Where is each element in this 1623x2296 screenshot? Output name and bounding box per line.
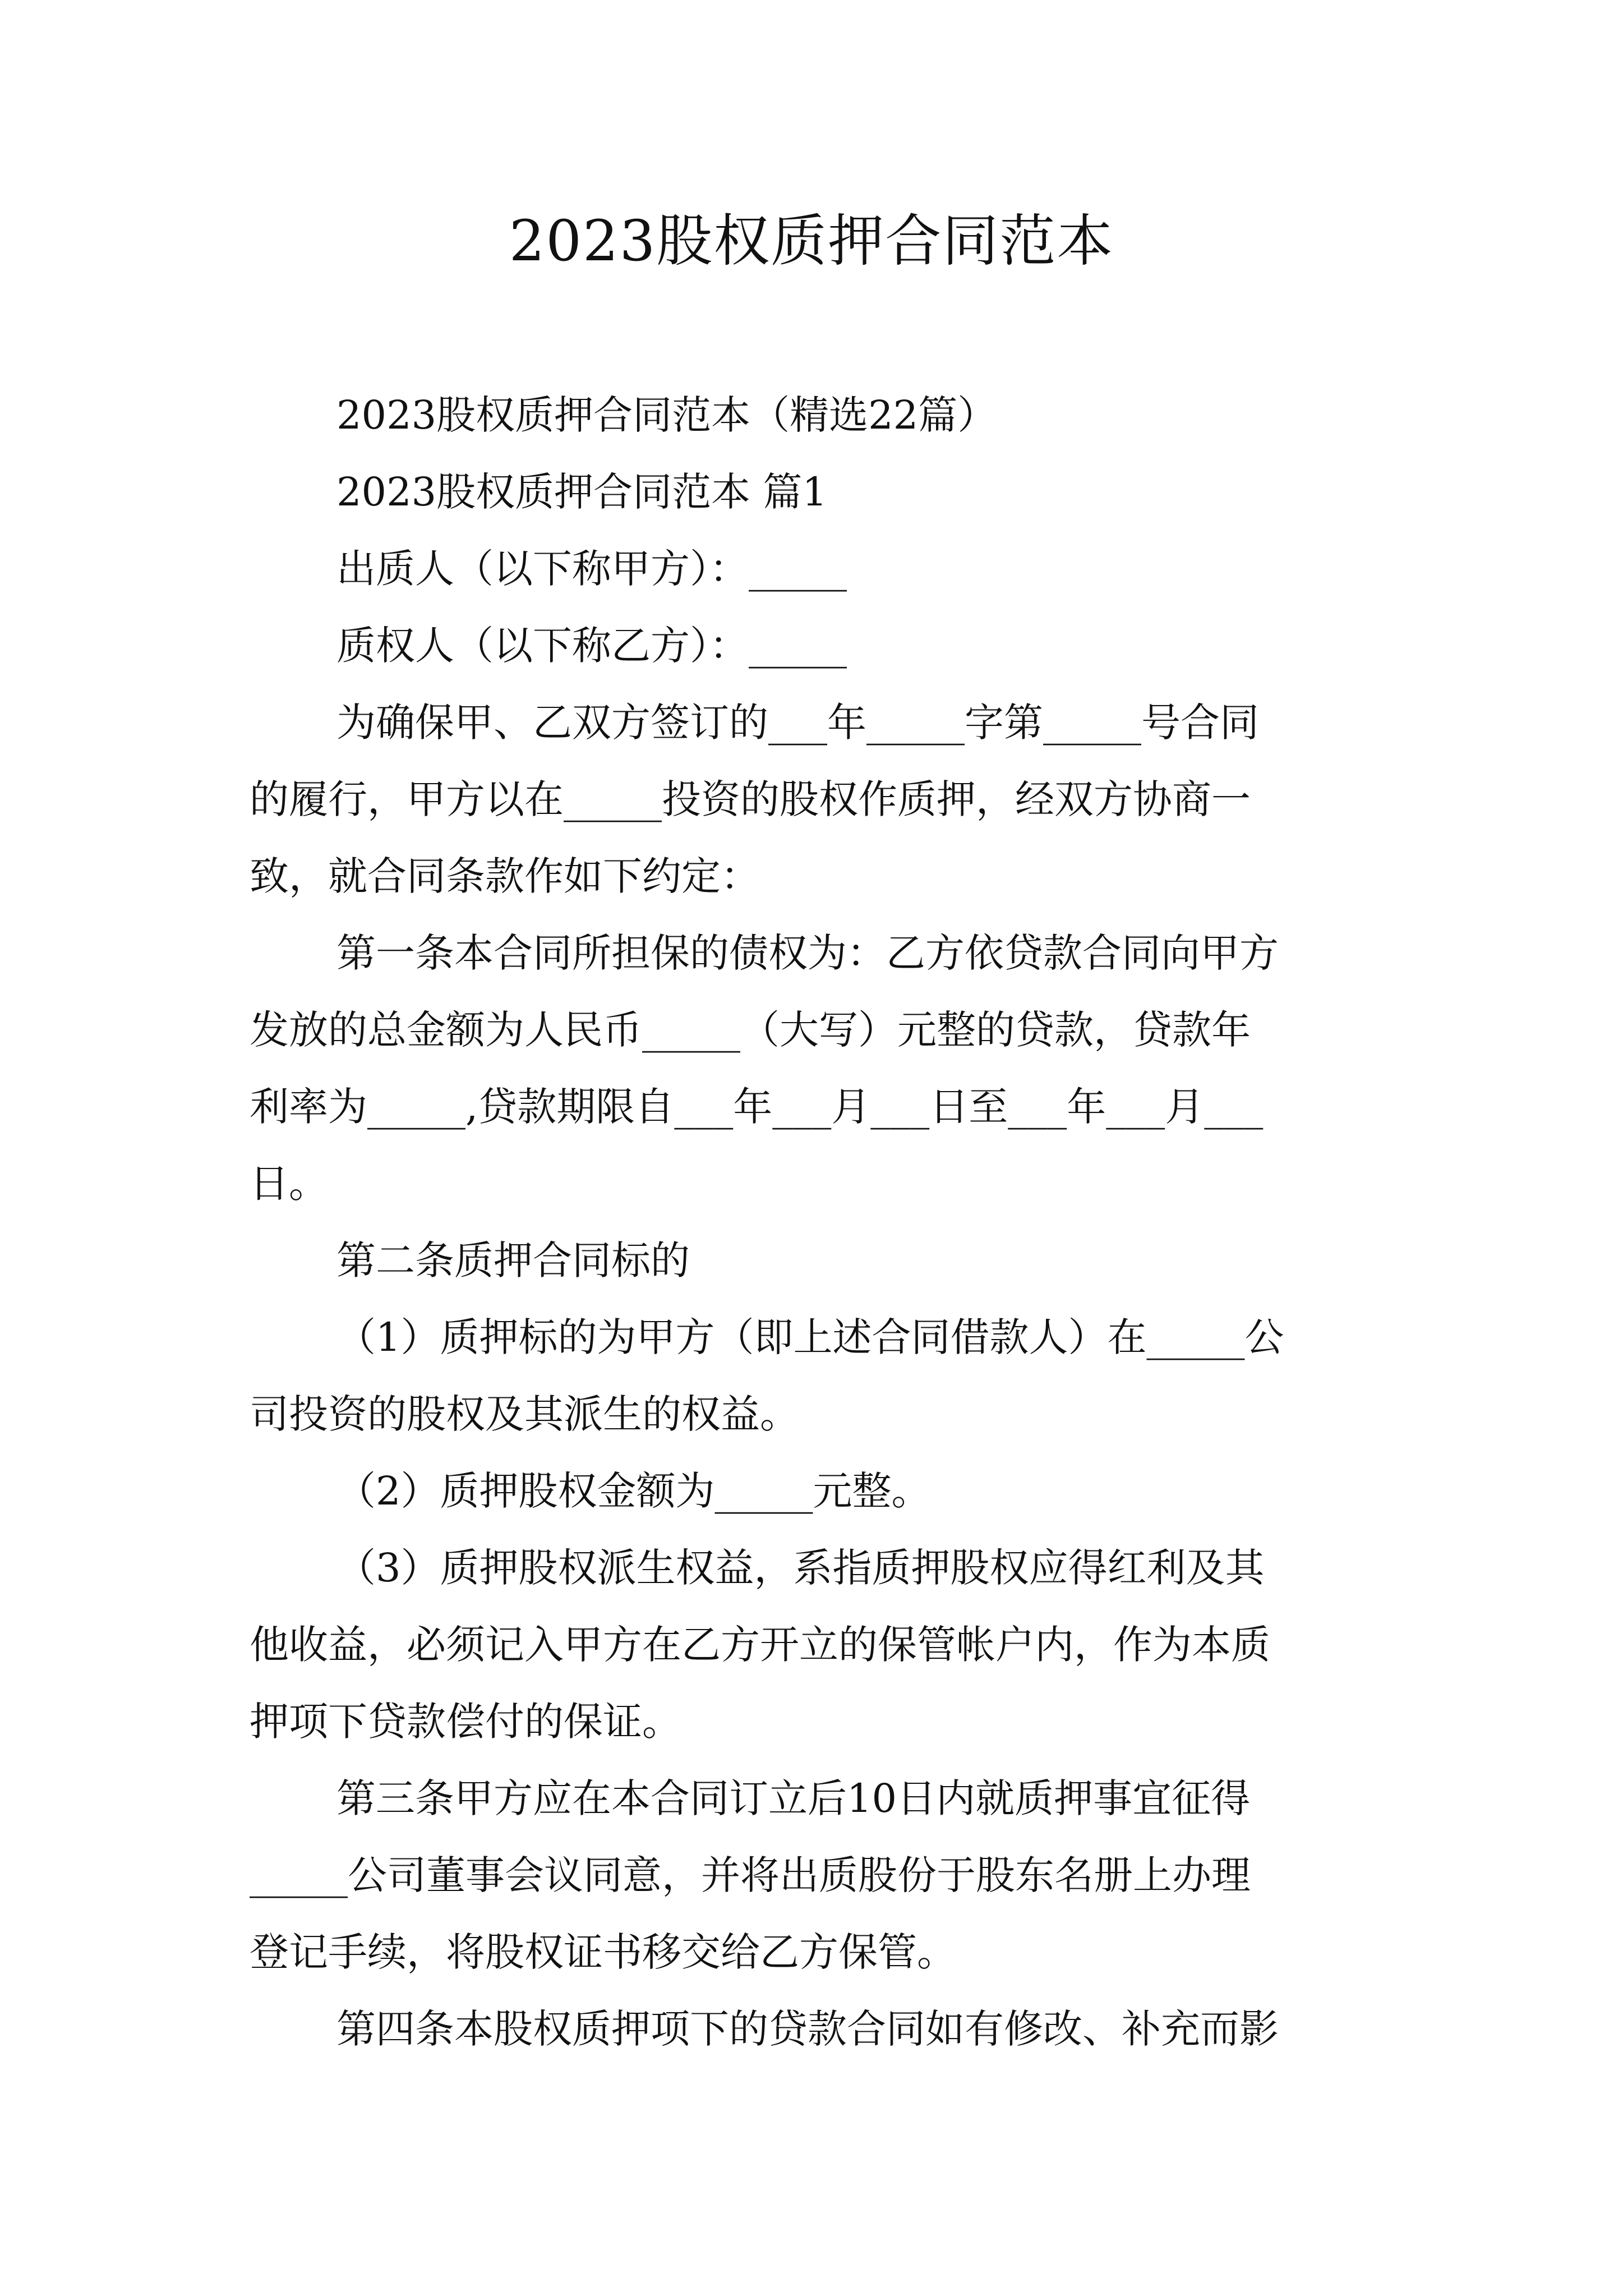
paragraph-line: 利率为_____,贷款期限自___年___月___日至___年___月___ xyxy=(250,1084,1264,1130)
article-3-line: 第三条甲方应在本合同订立后10日内就质押事宜征得 xyxy=(336,1775,1251,1821)
paragraph-line: 司投资的股权及其派生的权益。 xyxy=(250,1391,799,1437)
paragraph-line: 的履行，甲方以在_____投资的股权作质押，经双方协商一 xyxy=(250,776,1251,822)
paragraph-line: 日。 xyxy=(250,1161,328,1207)
section-heading: 2023股权质押合同范本 篇1 xyxy=(336,469,827,515)
document-subtitle: 2023股权质押合同范本（精选22篇） xyxy=(336,392,997,438)
article-1-line: 第一条本合同所担保的债权为：乙方依贷款合同向甲方 xyxy=(336,930,1279,976)
pledgee-line: 质权人（以下称乙方）：_____ xyxy=(336,623,847,669)
paragraph-line: 登记手续，将股权证书移交给乙方保管。 xyxy=(250,1929,956,1975)
paragraph-line: 发放的总金额为人民币_____（大写）元整的贷款，贷款年 xyxy=(250,1007,1251,1053)
paragraph-line: 为确保甲、乙双方签订的___年_____字第_____号合同 xyxy=(336,700,1259,746)
paragraph-line: 致，就合同条款作如下约定： xyxy=(250,853,760,899)
article-2-heading: 第二条质押合同标的 xyxy=(336,1237,690,1283)
item-1-line: （1）质押标的为甲方（即上述合同借款人）在_____公 xyxy=(336,1314,1284,1360)
paragraph-line: 他收益，必须记入甲方在乙方开立的保管帐户内，作为本质 xyxy=(250,1622,1270,1668)
pledgor-line: 出质人（以下称甲方）：_____ xyxy=(336,546,847,592)
article-4-line: 第四条本股权质押项下的贷款合同如有修改、补充而影 xyxy=(336,2006,1279,2052)
paragraph-line: _____公司董事会议同意，并将出质股份于股东名册上办理 xyxy=(250,1852,1251,1898)
item-2-line: （2）质押股权金额为_____元整。 xyxy=(336,1468,931,1514)
item-3-line: （3）质押股权派生权益，系指质押股权应得红利及其 xyxy=(336,1545,1265,1591)
document-title: 2023股权质押合同范本 xyxy=(509,208,1114,274)
paragraph-line: 押项下贷款偿付的保证。 xyxy=(250,1699,681,1745)
